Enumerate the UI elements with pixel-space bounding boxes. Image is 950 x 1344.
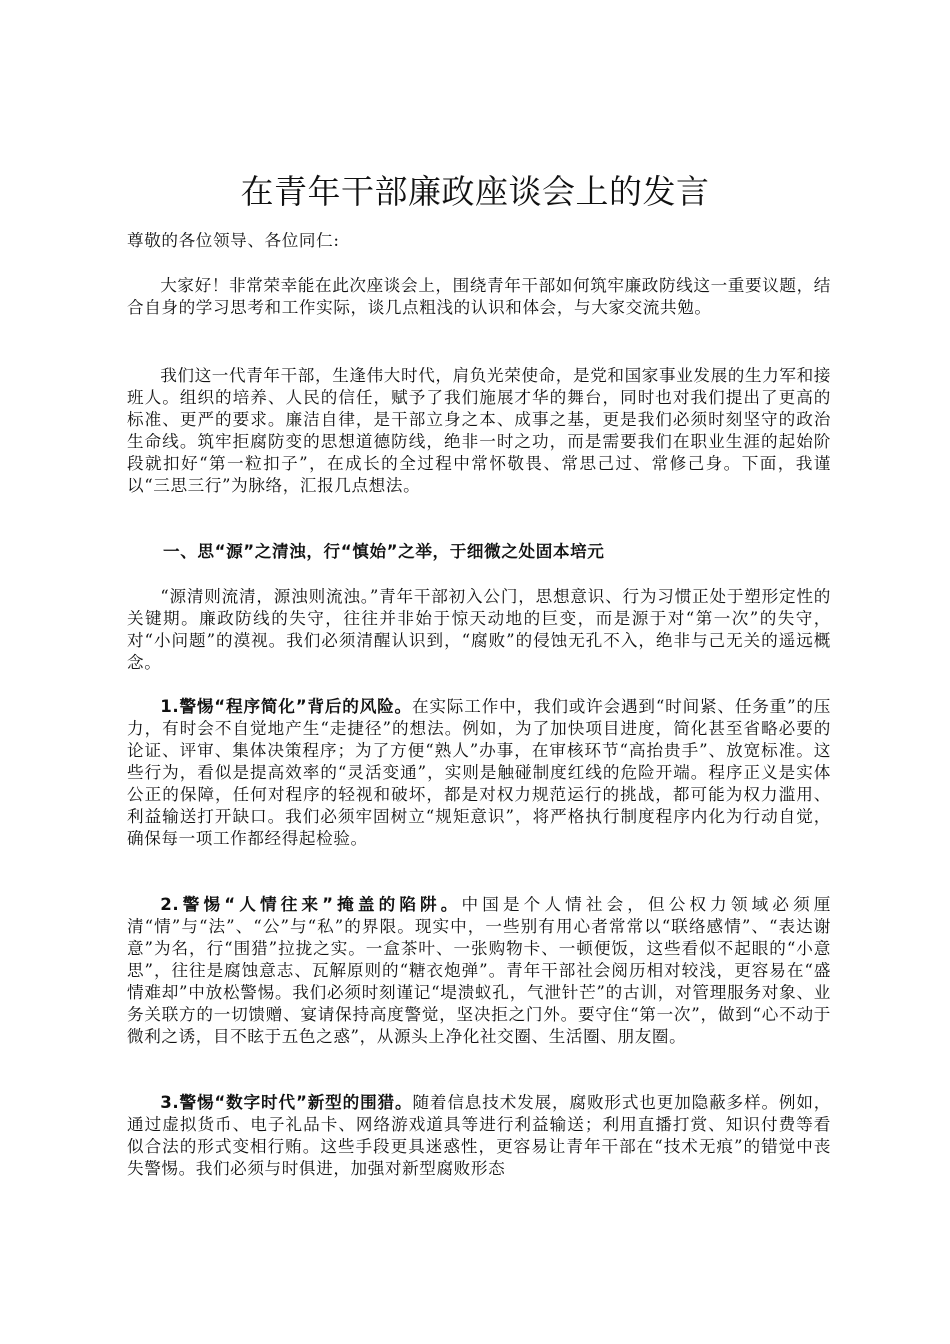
section-1-heading: 一、思“源”之清浊，行“慎始”之举，于细微之处固本培元 [163,542,605,561]
salutation: 尊敬的各位领导、各位同仁: [127,231,340,250]
item-2-paragraph [127,894,831,1048]
item-1-lead: 1.警惕“程序简化”背后的风险。 [160,697,412,716]
item-3-body: 随着信息技术发展，腐败形式也更加隐蔽多样。例如，通过虚拟货币、电子礼品卡、网络游戏道具等进行利益输送；利用直播打赏、知识付费等看似合法的形式变相行贿。这些手段更具迷惑性，更容易让青年干部在“技术无痕”的错觉中丧失警惕。我们必须与时俱进，加强对新型腐败形态 [127,1093,831,1178]
item-1-paragraph [127,696,831,850]
item-2-body: 中国是个人情社会，但公权力领域必须厘清“情”与“法”、“公”与“私”的界限。现实中，一些别有用心者常常以“联络感情”、“表达谢意”为名，行“围猎”拉拢之实。一盒茶叶、一张购物卡、一顿便饭，这些看似不起眼的“小意思”，往往是腐蚀意志、瓦解原则的“糖衣炮弹”。青年干部社会阅历相对较浅，更容易在“盛情难却”中放松警惕。我们必须时刻谨记“堤溃蚁孔，气泄针芒”的古训，对管理服务对象、业务关联方的一切馈赠、宴请保持高度警觉，坚决拒之门外。要守住“第一次”，做到“心不动于微利之诱，目不眩于五色之惑”，从源头上净化社交圈、生活圈、朋友圈。 [127,895,831,1046]
paragraph-2: 我们这一代青年干部，生逢伟大时代，肩负光荣使命，是党和国家事业发展的生力军和接班人。组织的培养、人民的信任，赋予了我们施展才华的舞台，同时也对我们提出了更高的标准、更严的要求。廉洁自律，是干部立身之本、成事之基，更是我们必须时刻坚守的政治生命线。筑牢拒腐防变的思想道德防线，绝非一时之功，而是需要我们在职业生涯的起始阶段就扣好“第一粒扣子”，在成长的全过程中常怀敬畏、常思己过、常修己身。下面，我谨以“三思三行”为脉络，汇报几点想法。 [127,366,831,495]
item-3-lead: 3.警惕“数字时代”新型的围猎。 [160,1093,413,1112]
section-1-paragraph: “源清则流清，源浊则流浊。”青年干部初入公门，思想意识、行为习惯正处于塑形定性的关键期。廉政防线的失守，往往并非始于惊天动地的巨变，而是源于对“第一次”的失守，对“小问题”的漠视。我们必须清醒认识到，“腐败”的侵蚀无孔不入，绝非与己无关的遥远概念。 [127,587,831,672]
document-title: 在青年干部廉政座谈会上的发言 [240,172,710,211]
intro-paragraph: 大家好！非常荣幸能在此次座谈会上，围绕青年干部如何筑牢廉政防线这一重要议题，结合自身的学习思考和工作实际，谈几点粗浅的认识和体会，与大家交流共勉。 [127,276,831,317]
item-1-body: 在实际工作中，我们或许会遇到“时间紧、任务重”的压力，有时会不自觉地产生“走捷径”的想法。例如，为了加快项目进度，简化甚至省略必要的论证、评审、集体决策程序；为了方便“熟人”办事，在审核环节“高抬贵手”、放宽标准。这些行为，看似是提高效率的“灵活变通”，实则是触碰制度红线的危险开端。程序正义是实体公正的保障，任何对程序的轻视和破坏，都是对权力规范运行的挑战，都可能为权力滥用、利益输送打开缺口。我们必须牢固树立“规矩意识”，将严格执行制度程序内化为行动自觉，确保每一项工作都经得起检验。 [127,697,832,848]
item-2-lead: 2.警惕“人情往来”掩盖的陷阱。 [160,895,462,914]
item-3-paragraph [127,1092,831,1180]
